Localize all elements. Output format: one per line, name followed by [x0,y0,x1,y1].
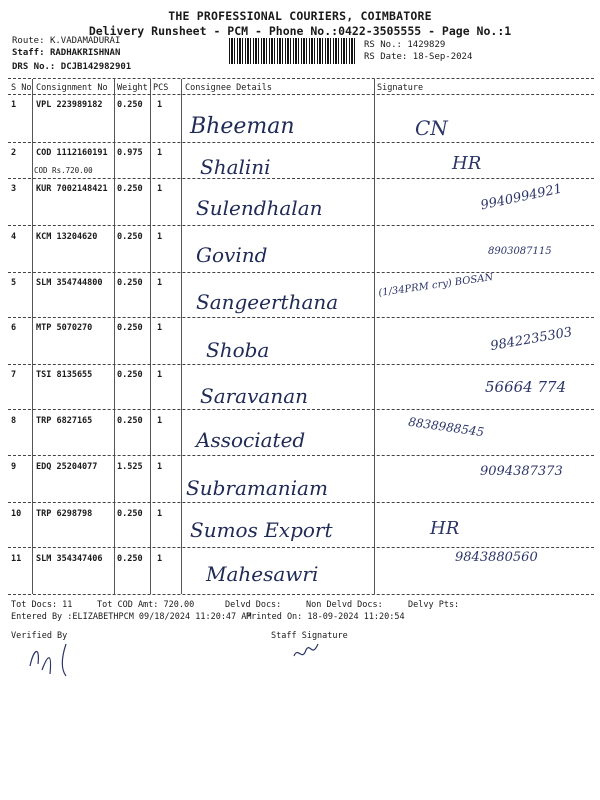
col-consignee: Consignee Details [185,83,272,93]
row-9-signature: 9094387373 [480,464,563,479]
row-10-consignment: TRP 6298798 [36,509,93,519]
row-5-signature: (1/34PRM cry) BOSAN [377,272,494,299]
staff-label: Staff: [12,48,45,58]
row-3-consignment: KUR 7002148421 [36,184,108,194]
row-11-consignment: SLM 354347406 [36,554,103,564]
header-rule [8,94,594,95]
rs-no-line [364,40,445,50]
row-divider [8,364,594,365]
row-1-weight: 0.250 [117,100,143,110]
drs-label: DRS No.: [12,62,56,72]
row-divider [8,455,594,456]
drs-value: DCJB142982901 [60,62,132,72]
row-8-signature: 8838988545 [407,414,485,440]
total-docs: Tot Docs: 11 [11,600,73,610]
row-divider [8,547,594,548]
col-signature: Signature [377,83,424,93]
company-title: THE PROFESSIONAL COURIERS, COIMBATORE [168,9,432,23]
row-7-weight: 0.250 [117,370,143,380]
row-2-consignee-handwriting: Shalini [200,155,271,179]
row-9-pcs: 1 [157,462,163,472]
col-pcs: PCS [153,83,169,93]
row-7-signature: 56664 774 [485,378,567,396]
staff-signature-mark [290,636,330,666]
row-9-weight: 1.525 [117,462,143,472]
row-7-consignee-handwriting: Saravanan [200,384,309,408]
col-weight: Weight [117,83,148,93]
row-5-weight: 0.250 [117,278,143,288]
row-7-consignment: TSI 8135655 [36,370,93,380]
row-11-sno: 11 [11,554,22,564]
row-3-signature: 9940994921 [479,181,564,214]
row-6-signature: 9842235303 [489,324,574,355]
staff-line [12,48,120,58]
row-3-weight: 0.250 [117,184,143,194]
row-1-sno: 1 [11,100,17,110]
row-3-sno: 3 [11,184,17,194]
row-2-signature: HR [452,153,482,174]
total-cod-amount: Tot COD Amt: 720.00 [97,600,195,610]
printed-on: Printed On: 18-09-2024 11:20:54 [246,612,405,622]
row-1-consignment: VPL 223989182 [36,100,103,110]
row-divider [8,225,594,226]
table-top-rule [8,78,594,79]
row-5-consignee-handwriting: Sangeerthana [196,290,339,314]
row-5-sno: 5 [11,278,17,288]
row-1-pcs: 1 [157,100,163,110]
row-11-consignee-handwriting: Mahesawri [206,562,319,586]
row-divider [8,317,594,318]
row-10-weight: 0.250 [117,509,143,519]
rs-date-value: 18-Sep-2024 [412,52,473,62]
non-delivered-docs: Non Delvd Docs: [306,600,383,610]
col-divider [181,79,182,594]
row-6-pcs: 1 [157,323,163,333]
row-2-pcs: 1 [157,148,163,158]
row-divider [8,502,594,503]
row-11-weight: 0.250 [117,554,143,564]
row-3-pcs: 1 [157,184,163,194]
route-line [12,36,120,46]
row-8-sno: 8 [11,416,17,426]
row-4-sno: 4 [11,232,17,242]
row-2-sno: 2 [11,148,17,158]
row-4-signature: 8903087115 [488,246,552,257]
verified-by-signature [22,636,92,681]
row-4-consignee-handwriting: Govind [196,243,268,267]
barcode [229,38,357,64]
row-10-signature: HR [430,518,460,539]
row-2-cod-note: COD Rs.720.00 [34,166,93,175]
col-divider [114,79,115,594]
drs-line [12,62,131,72]
row-8-consignee-handwriting: Associated [196,428,306,452]
row-10-pcs: 1 [157,509,163,519]
entered-by: Entered By :ELIZABETHPCM 09/18/2024 11:20:47 AM [11,612,252,622]
staff-value: RADHAKRISHNAN [49,48,121,58]
row-11-pcs: 1 [157,554,163,564]
row-4-consignment: KCM 13204620 [36,232,98,242]
rs-no-value: 1429829 [407,40,446,50]
col-divider [374,79,375,594]
row-6-consignee-handwriting: Shoba [206,338,270,362]
row-10-sno: 10 [11,509,22,519]
col-divider [32,79,33,594]
delivered-docs: Delvd Docs: [225,600,282,610]
rs-date-label: RS Date: [364,52,408,62]
verified-by-label: Verified By [11,631,68,641]
row-9-consignee-handwriting: Subramaniam [186,476,328,500]
route-label: Route: [12,36,45,46]
rs-no-label: RS No.: [364,40,402,50]
delivery-points: Delvy Pts: [408,600,460,610]
row-11-signature: 9843880560 [455,550,538,565]
row-7-pcs: 1 [157,370,163,380]
col-consignment: Consignment No [36,83,108,93]
runsheet-subtitle: Delivery Runsheet - PCM - Phone No.:0422-3505555 - Page No.:1 [88,24,512,38]
row-6-sno: 6 [11,323,17,333]
row-2-consignment: COD 1112160191 [36,148,108,158]
col-divider [150,79,151,594]
row-8-weight: 0.250 [117,416,143,426]
row-1-consignee-handwriting: Bheeman [190,114,295,139]
row-5-consignment: SLM 354744800 [36,278,103,288]
row-10-consignee-handwriting: Sumos Export [190,518,333,542]
row-9-consignment: EDQ 25204077 [36,462,98,472]
row-divider [8,142,594,143]
row-9-sno: 9 [11,462,17,472]
row-divider [8,178,594,179]
col-sno: S No [11,83,32,93]
row-7-sno: 7 [11,370,17,380]
table-bottom-rule [8,594,594,595]
row-4-weight: 0.250 [117,232,143,242]
row-divider [8,272,594,273]
row-6-consignment: MTP 5070270 [36,323,93,333]
row-divider [8,409,594,410]
staff-signature-label: Staff Signature [271,631,348,641]
route-value: K.VADAMADURAI [49,36,121,46]
row-6-weight: 0.250 [117,323,143,333]
row-5-pcs: 1 [157,278,163,288]
row-8-consignment: TRP 6827165 [36,416,93,426]
row-3-consignee-handwriting: Sulendhalan [196,196,323,220]
row-4-pcs: 1 [157,232,163,242]
row-2-weight: 0.975 [117,148,143,158]
rs-date-line [364,52,472,62]
row-8-pcs: 1 [157,416,163,426]
row-1-signature: CN [415,116,448,140]
